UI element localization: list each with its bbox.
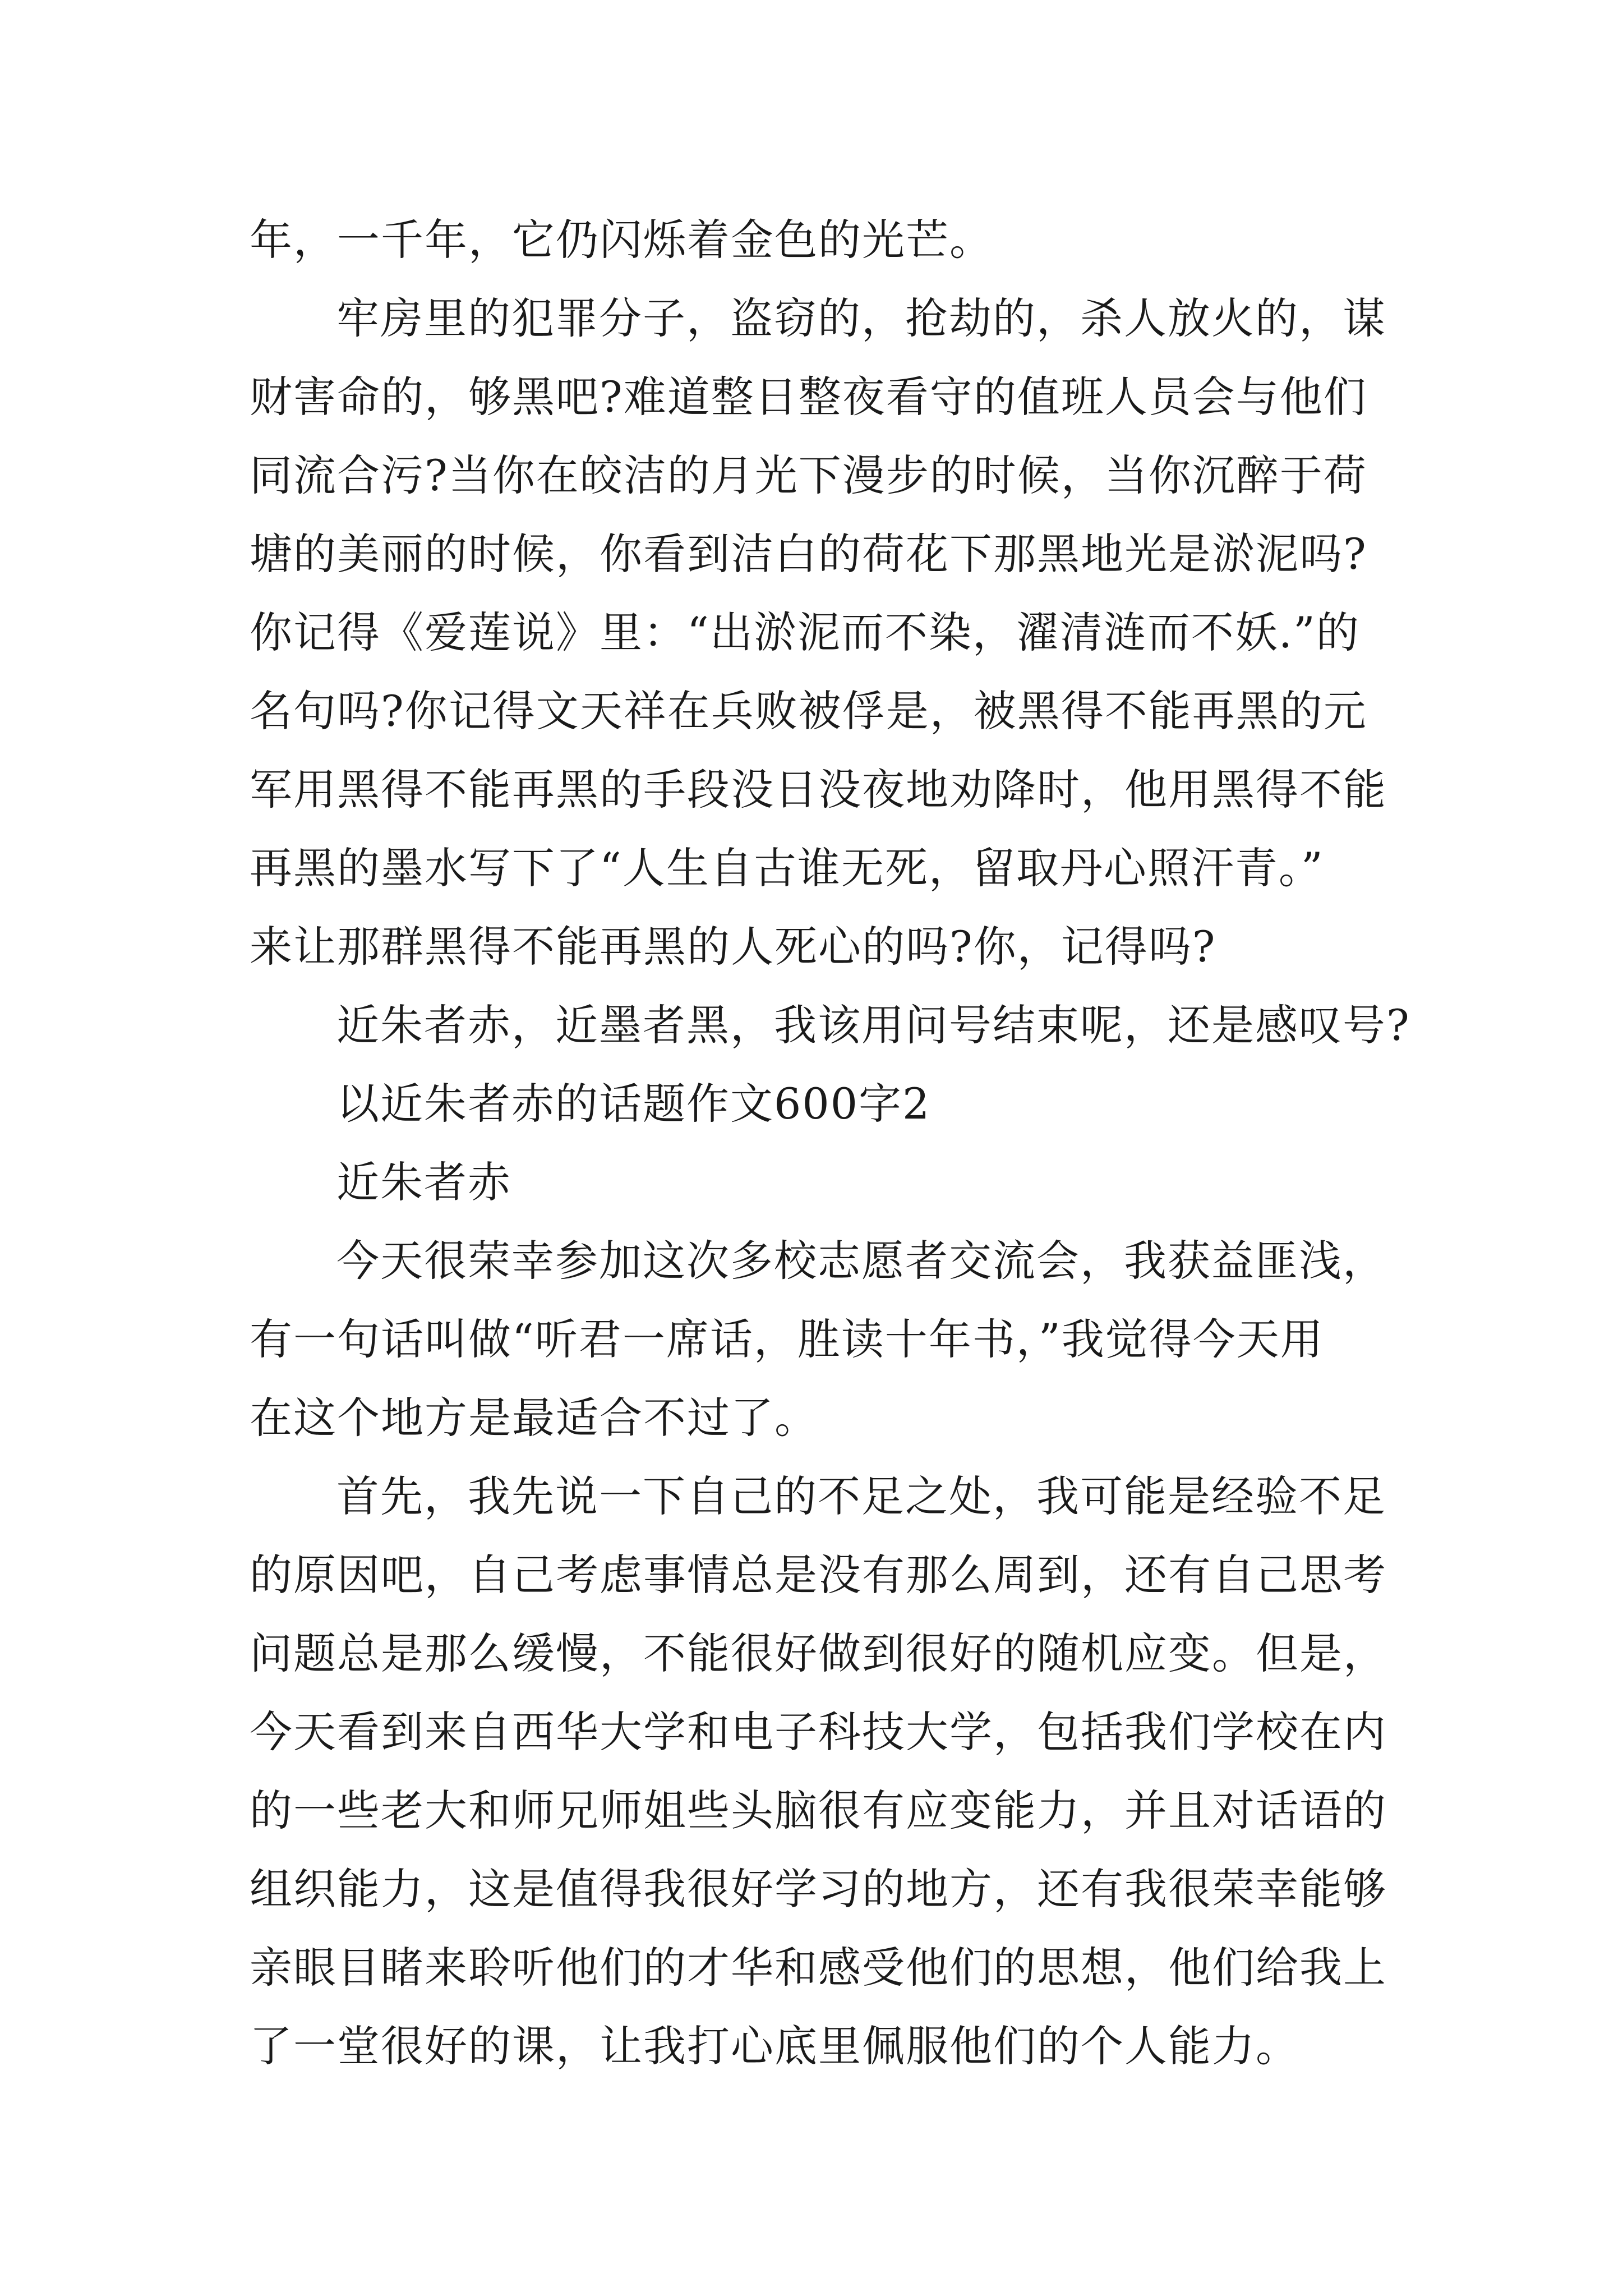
text-line: 年，一千年，它仍闪烁着金色的光芒。 [250, 215, 993, 265]
text-line: 同流合污?当你在皎洁的月光下漫步的时候，当你沉醉于荷 [250, 450, 1367, 500]
text-line: 近朱者赤，近墨者黑，我该用问号结束呢，还是感叹号? [336, 1000, 1410, 1050]
text-line: 今天看到来自西华大学和电子科技大学，包括我们学校在内 [250, 1707, 1387, 1757]
text-line: 了一堂很好的课，让我打心底里佩服他们的个人能力。 [250, 2021, 1299, 2071]
text-line: 组织能力，这是值得我很好学习的地方，还有我很荣幸能够 [250, 1864, 1387, 1914]
text-line: 军用黑得不能再黑的手段没日没夜地劝降时，他用黑得不能 [250, 765, 1387, 815]
section-heading: 以近朱者赤的话题作文600字2 [336, 1079, 931, 1129]
essay-title: 近朱者赤 [336, 1157, 511, 1207]
text-line: 的原因吧，自己考虑事情总是没有那么周到，还有自己思考 [250, 1550, 1387, 1600]
text-line: 再黑的墨水写下了“人生自古谁无死，留取丹心照汗青。” [250, 843, 1324, 893]
text-line: 亲眼目睹来聆听他们的才华和感受他们的思想，他们给我上 [250, 1943, 1387, 1993]
text-line: 首先，我先说一下自己的不足之处，我可能是经验不足 [336, 1471, 1386, 1521]
text-line: 来让那群黑得不能再黑的人死心的吗?你，记得吗? [250, 922, 1216, 972]
text-line: 问题总是那么缓慢，不能很好做到很好的随机应变。但是， [250, 1628, 1387, 1678]
text-line: 你记得《爱莲说》里：“出淤泥而不染，濯清涟而不妖.”的 [250, 608, 1360, 657]
text-line: 的一些老大和师兄师姐些头脑很有应变能力，并且对话语的 [250, 1786, 1387, 1835]
text-line: 塘的美丽的时候，你看到洁白的荷花下那黑地光是淤泥吗? [250, 529, 1367, 579]
text-line: 名句吗?你记得文天祥在兵败被俘是，被黑得不能再黑的元 [250, 686, 1367, 736]
text-line: 有一句话叫做“听君一席话，胜读十年书，”我觉得今天用 [250, 1314, 1324, 1364]
text-line: 今天很荣幸参加这次多校志愿者交流会，我获益匪浅， [336, 1236, 1386, 1286]
text-line: 牢房里的犯罪分子，盗窃的，抢劫的，杀人放火的，谋 [336, 293, 1386, 343]
text-line: 财害命的，够黑吧?难道整日整夜看守的值班人员会与他们 [250, 372, 1367, 422]
text-line: 在这个地方是最适合不过了。 [250, 1393, 818, 1443]
